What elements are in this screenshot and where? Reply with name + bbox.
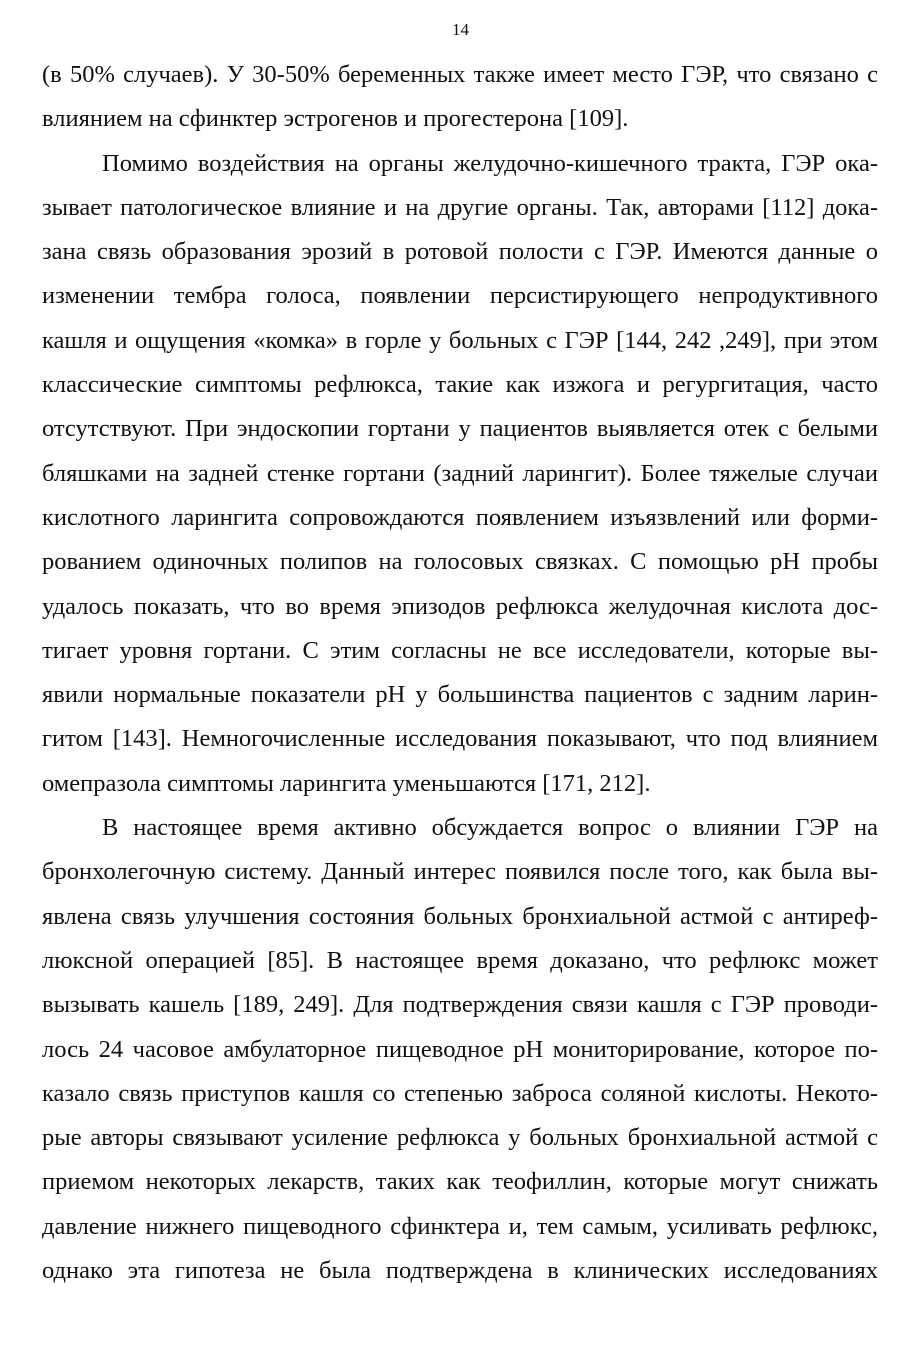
text-line: омепразола симптомы ларингита уменьшаются [171, 212]. bbox=[42, 769, 651, 797]
text-line: изменении тембра голоса, появлении персистирующего непродуктивного bbox=[42, 282, 878, 310]
text-line: классические симптомы рефлюкса, такие как изжога и регургитация, часто bbox=[42, 371, 878, 399]
text-line: зана связь образования эрозий в ротовой полости с ГЭР. Имеются данные о bbox=[42, 238, 878, 266]
text-line: рованием одиночных полипов на голосовых связках. С помощью pH пробы bbox=[42, 548, 878, 576]
text-line: приемом некоторых лекарств, таких как теофиллин, которые могут снижать bbox=[42, 1168, 878, 1196]
text-line: однако эта гипотеза не была подтверждена в клинических исследованиях bbox=[42, 1257, 878, 1285]
text-line: В настоящее время активно обсуждается вопрос о влиянии ГЭР на bbox=[102, 814, 878, 842]
text-line: тигает уровня гортани. С этим согласны не все исследователи, которые вы- bbox=[42, 636, 878, 664]
text-line: вызывать кашель [189, 249]. Для подтверждения связи кашля с ГЭР проводи- bbox=[42, 991, 878, 1019]
body-text bbox=[42, 57, 878, 1297]
text-line: отсутствуют. При эндоскопии гортани у пациентов выявляется отек с белыми bbox=[42, 415, 878, 443]
text-line: явлена связь улучшения состояния больных бронхиальной астмой с антиреф- bbox=[42, 902, 878, 930]
paragraph bbox=[42, 57, 878, 146]
text-line: давление нижнего пищеводного сфинктера и, тем самым, усиливать рефлюкс, bbox=[42, 1212, 878, 1240]
text-line: (в 50% случаев). У 30-50% беременных также имеет место ГЭР, что связано с bbox=[42, 61, 878, 88]
text-line: гитом [143]. Немногочисленные исследования показывают, что под влиянием bbox=[42, 725, 878, 753]
text-line: рые авторы связывают усиление рефлюкса у больных бронхиальной астмой с bbox=[42, 1124, 878, 1152]
text-line: бронхолегочную систему. Данный интерес появился после того, как была вы- bbox=[42, 858, 878, 886]
text-line: кашля и ощущения «комка» в горле у больных с ГЭР [144, 242 ,249], при этом bbox=[42, 326, 878, 354]
text-line: кислотного ларингита сопровождаются появлением изъязвлений или форми- bbox=[42, 503, 878, 531]
text-line: явили нормальные показатели pH у большинства пациентов с задним ларин- bbox=[42, 681, 878, 709]
paragraph bbox=[42, 810, 878, 1297]
paragraph bbox=[42, 146, 878, 810]
text-line: лось 24 часовое амбулаторное пищеводное pH мониторирование, которое по- bbox=[42, 1035, 878, 1063]
text-line: зывает патологическое влияние и на другие органы. Так, авторами [112] дока- bbox=[42, 193, 878, 221]
page-number: 14 bbox=[452, 20, 469, 39]
text-line: люксной операцией [85]. В настоящее время доказано, что рефлюкс может bbox=[42, 946, 878, 974]
text-line: Помимо воздействия на органы желудочно-кишечного тракта, ГЭР ока- bbox=[102, 149, 878, 177]
text-line: удалось показать, что во время эпизодов рефлюкса желудочная кислота дос- bbox=[42, 592, 878, 620]
text-line: влиянием на сфинктер эстрогенов и прогестерона [109]. bbox=[42, 105, 629, 133]
text-line: бляшками на задней стенке гортани (задний ларингит). Более тяжелые случаи bbox=[42, 459, 878, 487]
text-line: казало связь приступов кашля со степенью заброса соляной кислоты. Некото- bbox=[42, 1079, 878, 1107]
